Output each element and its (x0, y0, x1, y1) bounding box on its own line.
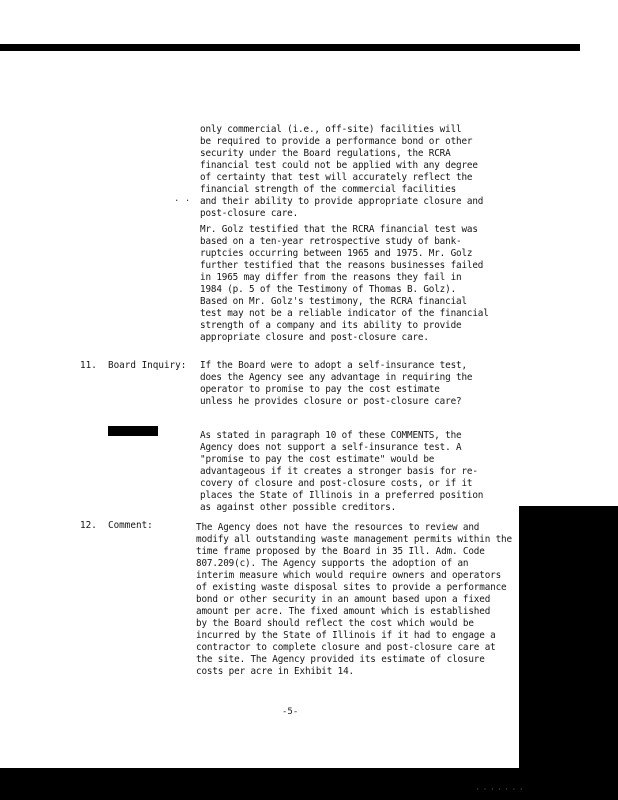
paragraph-golz-testimony: Mr. Golz testified that the RCRA financial test was based on a ten-year retrospective study of bank- ruptcies occurring between 1965 and 1975. Mr. Golz further testified that the reasons businesses failed in 1965 may differ from the reasons they fail in 1984 (p. 5 of the Testimony of Thomas B. Golz). Based on Mr. Golz's testimony, the RCRA financial test may not be a reliable indicator of the financial strength of a company and its ability to provide appropriate closure and post-closure care. (200, 224, 489, 343)
item-11-label: 11. Board Inquiry: (80, 360, 187, 371)
faint-stamp: · · · · · · · (476, 786, 523, 793)
scan-border-bottom (0, 768, 519, 800)
scan-border-top (0, 44, 580, 51)
paragraph-commercial-facilities: only commercial (i.e., off-site) facilities will be required to provide a performance bond or other security under the Board regulations, the RCRA financial test could not be applied with any degree of certainty that test will accurately reflect the financial strength of the commercial facilities and their ability to provide appropriate closure and post-closure care. (200, 124, 484, 219)
redaction-bar (108, 426, 158, 436)
scan-border-right (519, 506, 618, 800)
page-number: -5- (282, 707, 299, 717)
margin-mark: . . (174, 194, 191, 204)
paragraph-board-inquiry: If the Board were to adopt a self-insurance test, does the Agency see any advantage in requiring the operator to promise to pay the cost estimate unless he provides closure or post-closure care? (200, 360, 473, 407)
item-12-label: 12. Comment: (80, 520, 153, 531)
paragraph-agency-comment: The Agency does not have the resources to review and modify all outstanding waste management permits within the time frame proposed by the Board in 35 Ill. Adm. Code 807.209(c). The Agency supports the adoption of an interim measure which would require owners and operators of existing waste disposal sites to provide a performance bond or other security in an amount based upon a fixed amount per acre. The fixed amount which is established by the Board should reflect the cost which would be incurred by the State of Illinois if it had to engage a contractor to complete closure and post-closure care at the site. The Agency provided its estimate of closure costs per acre in Exhibit 14. (196, 522, 512, 677)
paragraph-agency-response: As stated in paragraph 10 of these COMMENTS, the Agency does not support a self-insurance test. A "promise to pay the cost estimate" would be advantageous if it creates a stronger basis for re- covery of closure and post-closure costs, or if it places the State of Illinois in a preferred position as against other possible creditors. (200, 430, 484, 513)
